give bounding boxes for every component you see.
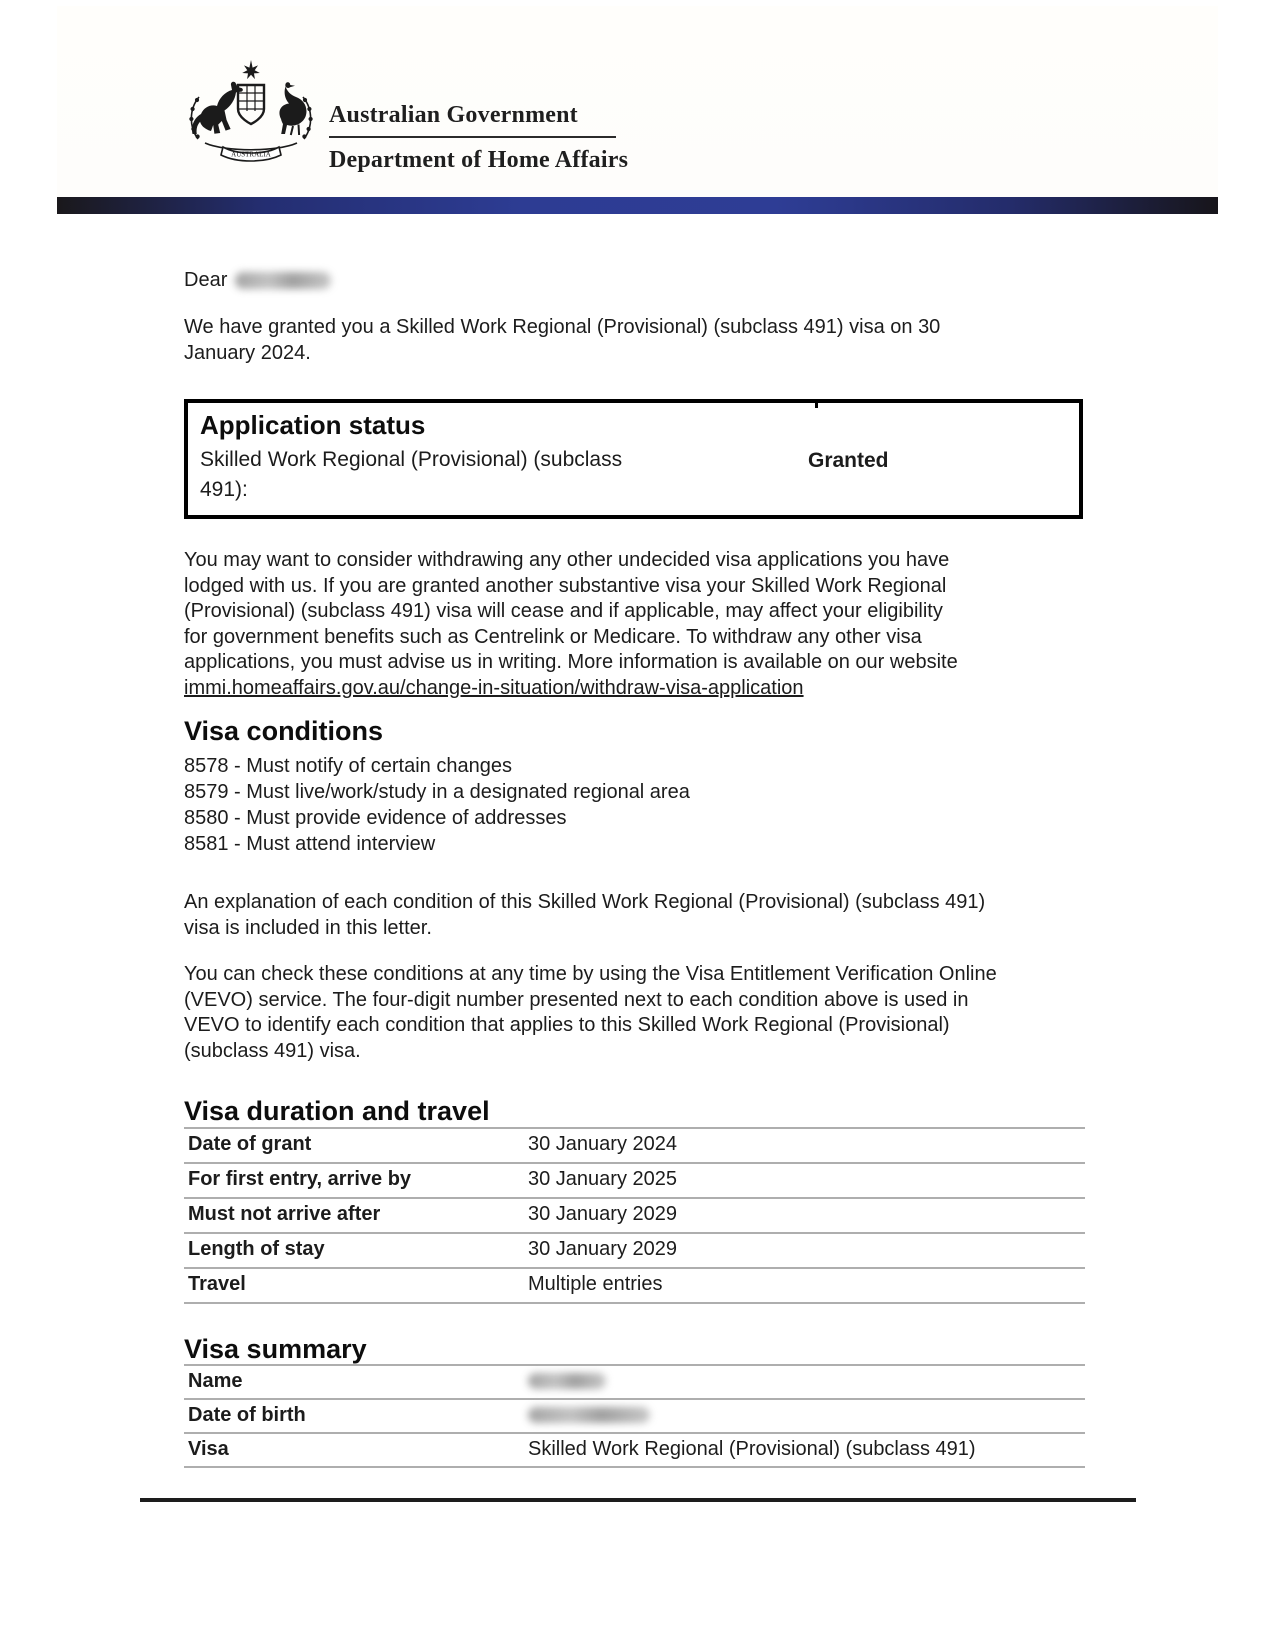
condition-item: 8578 - Must notify of certain changes: [184, 755, 512, 777]
letterhead-rule: [329, 136, 616, 138]
withdraw-application-link[interactable]: immi.homeaffairs.gov.au/change-in-situation/withdraw-visa-application: [184, 676, 804, 699]
withdraw-line: (Provisional) (subclass 491) visa will cease and if applicable, may affect your eligibility: [184, 600, 943, 622]
letterhead: [57, 6, 1218, 197]
vevo-line: You can check these conditions at any time by using the Visa Entitlement Verification Online: [184, 963, 997, 985]
withdraw-line: lodged with us. If you are granted another substantive visa your Skilled Work Regional: [184, 574, 947, 597]
row-label: Must not arrive after: [188, 1203, 381, 1225]
explanation-paragraph: [184, 890, 1044, 941]
department-title: Department of Home Affairs: [329, 147, 629, 173]
application-status-title: Application status: [200, 410, 426, 440]
row-label: Name: [188, 1370, 243, 1392]
header-divider-bar: [57, 197, 1218, 214]
visa-conditions-title: Visa conditions: [184, 716, 384, 746]
vevo-line: VEVO to identify each condition that applies to this Skilled Work Regional (Provisional): [184, 1014, 950, 1036]
intro-line: January 2024.: [184, 341, 311, 364]
explanation-line: An explanation of each condition of this Skilled Work Regional (Provisional) (subclass 491): [184, 891, 986, 913]
withdraw-line: for government benefits such as Centrelink or Medicare. To withdraw any other visa: [184, 625, 922, 648]
row-value: Skilled Work Regional (Provisional) (subclass 491): [528, 1438, 976, 1460]
withdraw-line: applications, you must advise us in writing. More information is available on our website: [184, 651, 958, 673]
row-label: Visa: [188, 1438, 229, 1460]
duration-table: [184, 1127, 1085, 1304]
table-row: [184, 1127, 1085, 1162]
row-value: [524, 1400, 1085, 1432]
row-label: Date of grant: [188, 1133, 312, 1155]
visa-type-label: [200, 445, 808, 505]
condition-item: 8580 - Must provide evidence of addresses: [184, 807, 567, 829]
greeting-prefix: Dear: [184, 269, 228, 291]
row-value: 30 January 2025: [528, 1168, 678, 1190]
name-value-redacted: [528, 1373, 606, 1389]
row-value: Multiple entries: [528, 1273, 663, 1295]
row-value: 30 January 2029: [528, 1238, 678, 1260]
vevo-line: (VEVO) service. The four-digit number presented next to each condition above is used in: [184, 988, 969, 1011]
summary-section-title: Visa summary: [184, 1334, 367, 1364]
condition-item: 8581 - Must attend interview: [184, 833, 436, 855]
visa-conditions-list: [184, 753, 690, 857]
table-row: [184, 1197, 1085, 1232]
recipient-name-redacted: [235, 272, 331, 289]
explanation-line: visa is included in this letter.: [184, 916, 432, 939]
status-value: Granted: [808, 449, 889, 472]
summary-table: [184, 1364, 1085, 1468]
row-label: Length of stay: [188, 1238, 325, 1260]
application-status-box: [184, 399, 1083, 519]
table-row: [184, 1232, 1085, 1267]
row-label: Travel: [188, 1273, 246, 1295]
table-row: [184, 1162, 1085, 1197]
australian-coat-of-arms-icon: [181, 58, 321, 170]
table-row: [184, 1398, 1085, 1432]
withdraw-line: You may want to consider withdrawing any other undecided visa applications you have: [184, 549, 950, 571]
table-row: [184, 1364, 1085, 1398]
date-of-birth-value-redacted: [528, 1407, 650, 1423]
table-row: [184, 1432, 1085, 1466]
duration-section-title: Visa duration and travel: [184, 1096, 490, 1126]
condition-item: 8579 - Must live/work/study in a designated regional area: [184, 781, 690, 803]
row-value: [524, 1366, 1085, 1398]
footer-divider: [140, 1498, 1136, 1502]
intro-paragraph: [184, 315, 1044, 366]
withdraw-paragraph: [184, 548, 1044, 701]
greeting-line: [184, 268, 1044, 294]
intro-line: We have granted you a Skilled Work Regional (Provisional) (subclass 491) visa on 30: [184, 316, 941, 338]
status-box-column-divider: [815, 402, 818, 408]
svg-text:AUSTRALIA: AUSTRALIA: [231, 150, 271, 159]
government-title: Australian Government: [329, 102, 578, 128]
visa-type-label-line: Skilled Work Regional (Provisional) (subclass: [200, 448, 623, 471]
table-row: [184, 1267, 1085, 1302]
vevo-paragraph: [184, 962, 1044, 1064]
vevo-line: (subclass 491) visa.: [184, 1039, 361, 1062]
visa-type-label-line: 491):: [200, 478, 248, 501]
row-label: For first entry, arrive by: [188, 1168, 412, 1190]
row-value: 30 January 2029: [528, 1203, 678, 1225]
row-label: Date of birth: [188, 1404, 306, 1426]
row-value: 30 January 2024: [528, 1133, 678, 1155]
